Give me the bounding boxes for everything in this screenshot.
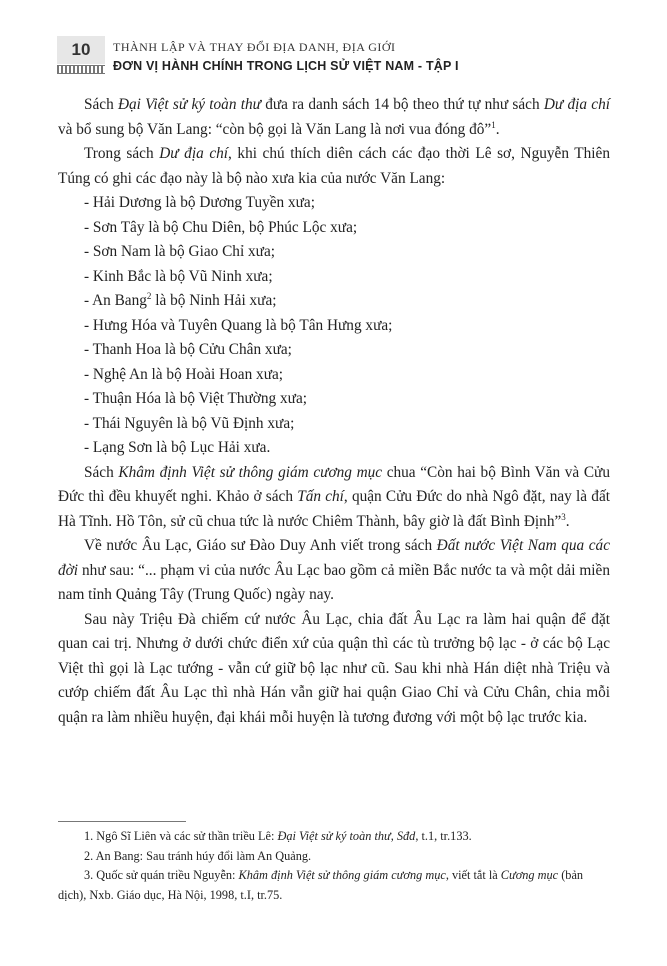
list-item (58, 289, 610, 314)
italic-title: Cương mục (500, 868, 559, 882)
list-item: - Sơn Tây là bộ Chu Diên, bộ Phúc Lộc xưa; (84, 218, 358, 236)
list-item: - Hưng Hóa và Tuyên Quang là bộ Tân Hưng xưa; (84, 316, 393, 334)
text: chua “Còn hai bộ Bình Văn và Cửu Đức thì đều khuyết nghi. Khảo ở sách (58, 463, 611, 505)
list-item: - Lạng Sơn là bộ Lục Hải xưa. (84, 439, 271, 456)
text: , t.1, tr.133. (415, 829, 472, 843)
text: Sách (84, 96, 118, 113)
text: và bổ sung bộ Văn Lang: “còn bộ gọi là Văn Lang là nơi vua đóng đô” (58, 120, 492, 138)
region-list (58, 191, 610, 461)
footnote-2: 2. An Bang: Sau tránh húy đổi làm An Quảng. (84, 848, 312, 863)
list-item: - Nghệ An là bộ Hoài Hoan xưa; (84, 365, 284, 383)
page-number: 10 (57, 36, 105, 64)
text: đưa ra danh sách 14 bộ theo thứ tự như sách (260, 96, 544, 113)
text: Về nước Âu Lạc, Giáo sư Đào Duy Anh viết trong sách (84, 537, 437, 554)
list-item: - Thanh Hoa là bộ Cửu Chân xưa; (84, 341, 292, 358)
text: Trong sách (84, 145, 160, 162)
page-header (57, 36, 617, 80)
text: , viết tắt là (445, 868, 501, 882)
footnote-ref: 1 (491, 119, 496, 130)
paragraph-5: Sau này Triệu Đà chiếm cứ nước Âu Lạc, chia đất Âu Lạc ra làm hai quận để đặt quan cai trị. Nhưng ở dưới chức điển xứ của quận thì các tù trưởng bộ lạc - ở các bộ Lạc Việt thì gọi là Lạc tướng - vẫn cứ giữ bộ lạc như cũ. Sau khi nhà Hán diệt nhà Triệu và cướp chiếm đất Âu Lạc thì nhà Hán vẫn giữ hai quận Giao Chỉ và Cửu Chân, chia mỗi quận ra làm nhiều huyện, đại khái mỗi huyện là tương đương với một bộ lạc trước kia. (58, 610, 610, 726)
italic-title: Khâm định Việt sử thông giám cương mục (118, 463, 383, 481)
paragraph-3 (58, 461, 610, 535)
list-item: - Hải Dương là bộ Dương Tuyền xưa; (84, 194, 315, 211)
italic-title: Đất nước Việt Nam qua các đời (58, 537, 610, 579)
list-item: - Thuận Hóa là bộ Việt Thường xưa; (84, 390, 307, 407)
italic-title: Dư địa chí (543, 96, 610, 113)
text: 3. Quốc sử quán triều Nguyễn: (84, 868, 239, 882)
text: , khi chú thích diên cách các đạo thời Lê sơ, Nguyễn Thiên Túng có ghi các đạo này là bộ nào xưa kia của nước Văn Lang: (58, 145, 610, 187)
text: là bộ Ninh Hải xưa; (151, 292, 277, 309)
header-title-line2: ĐƠN VỊ HÀNH CHÍNH TRONG LỊCH SỬ VIỆT NAM - TẬP I (113, 59, 459, 73)
header-title-line1: THÀNH LẬP VÀ THAY ĐỔI ĐỊA DANH, ĐỊA GIỚI (113, 40, 396, 54)
footnote-1 (58, 827, 610, 847)
footnote-ref: 2 (146, 290, 152, 301)
list-item: - Thái Nguyên là bộ Vũ Định xưa; (84, 414, 295, 432)
footnote-ref: 3 (561, 511, 566, 522)
text: Sách (84, 463, 119, 481)
text: . (565, 512, 570, 530)
paragraph-2 (58, 142, 610, 191)
text: 1. Ngô Sĩ Liên và các sử thần triều Lê: (84, 829, 278, 843)
footnote-separator (58, 821, 186, 822)
footnotes (58, 827, 610, 905)
italic-title: Đại Việt sử ký toàn thư (277, 829, 391, 843)
italic-title: Sđd (396, 829, 416, 843)
text: . (495, 120, 500, 138)
text: - An Bang (84, 292, 147, 309)
paragraph-1 (58, 93, 610, 142)
italic-title: Dư địa chí (159, 145, 229, 162)
italic-title: Đại Việt sử ký toàn thư (117, 96, 261, 113)
list-item: - Kinh Bắc là bộ Vũ Ninh xưa; (84, 267, 273, 285)
italic-title: Tấn chí (297, 488, 344, 505)
list-item: - Sơn Nam là bộ Giao Chỉ xưa; (84, 243, 275, 260)
decorative-border-pattern (57, 65, 105, 74)
paragraph-4 (58, 534, 610, 608)
italic-title: Khâm định Việt sử thông giám cương mục (238, 868, 446, 882)
text: , (390, 829, 397, 843)
text: (bản dịch), Nxb. Giáo dục, Hà Nội, 1998, t.I, tr.75. (58, 868, 584, 902)
footnote-3 (58, 866, 610, 905)
text: , quận Cửu Đức do nhà Ngô đặt, nay là đất Hà Tĩnh. Hồ Tôn, sử cũ chua tức là nước Chiêm Thành, bây giờ là đất Bình Định” (58, 488, 610, 530)
main-content (58, 93, 610, 730)
text: như sau: “... phạm vi của nước Âu Lạc bao gồm cả miền Bắc nước ta và một dải miền nam tỉnh Quảng Tây (Trung Quốc) ngày nay. (58, 561, 610, 603)
